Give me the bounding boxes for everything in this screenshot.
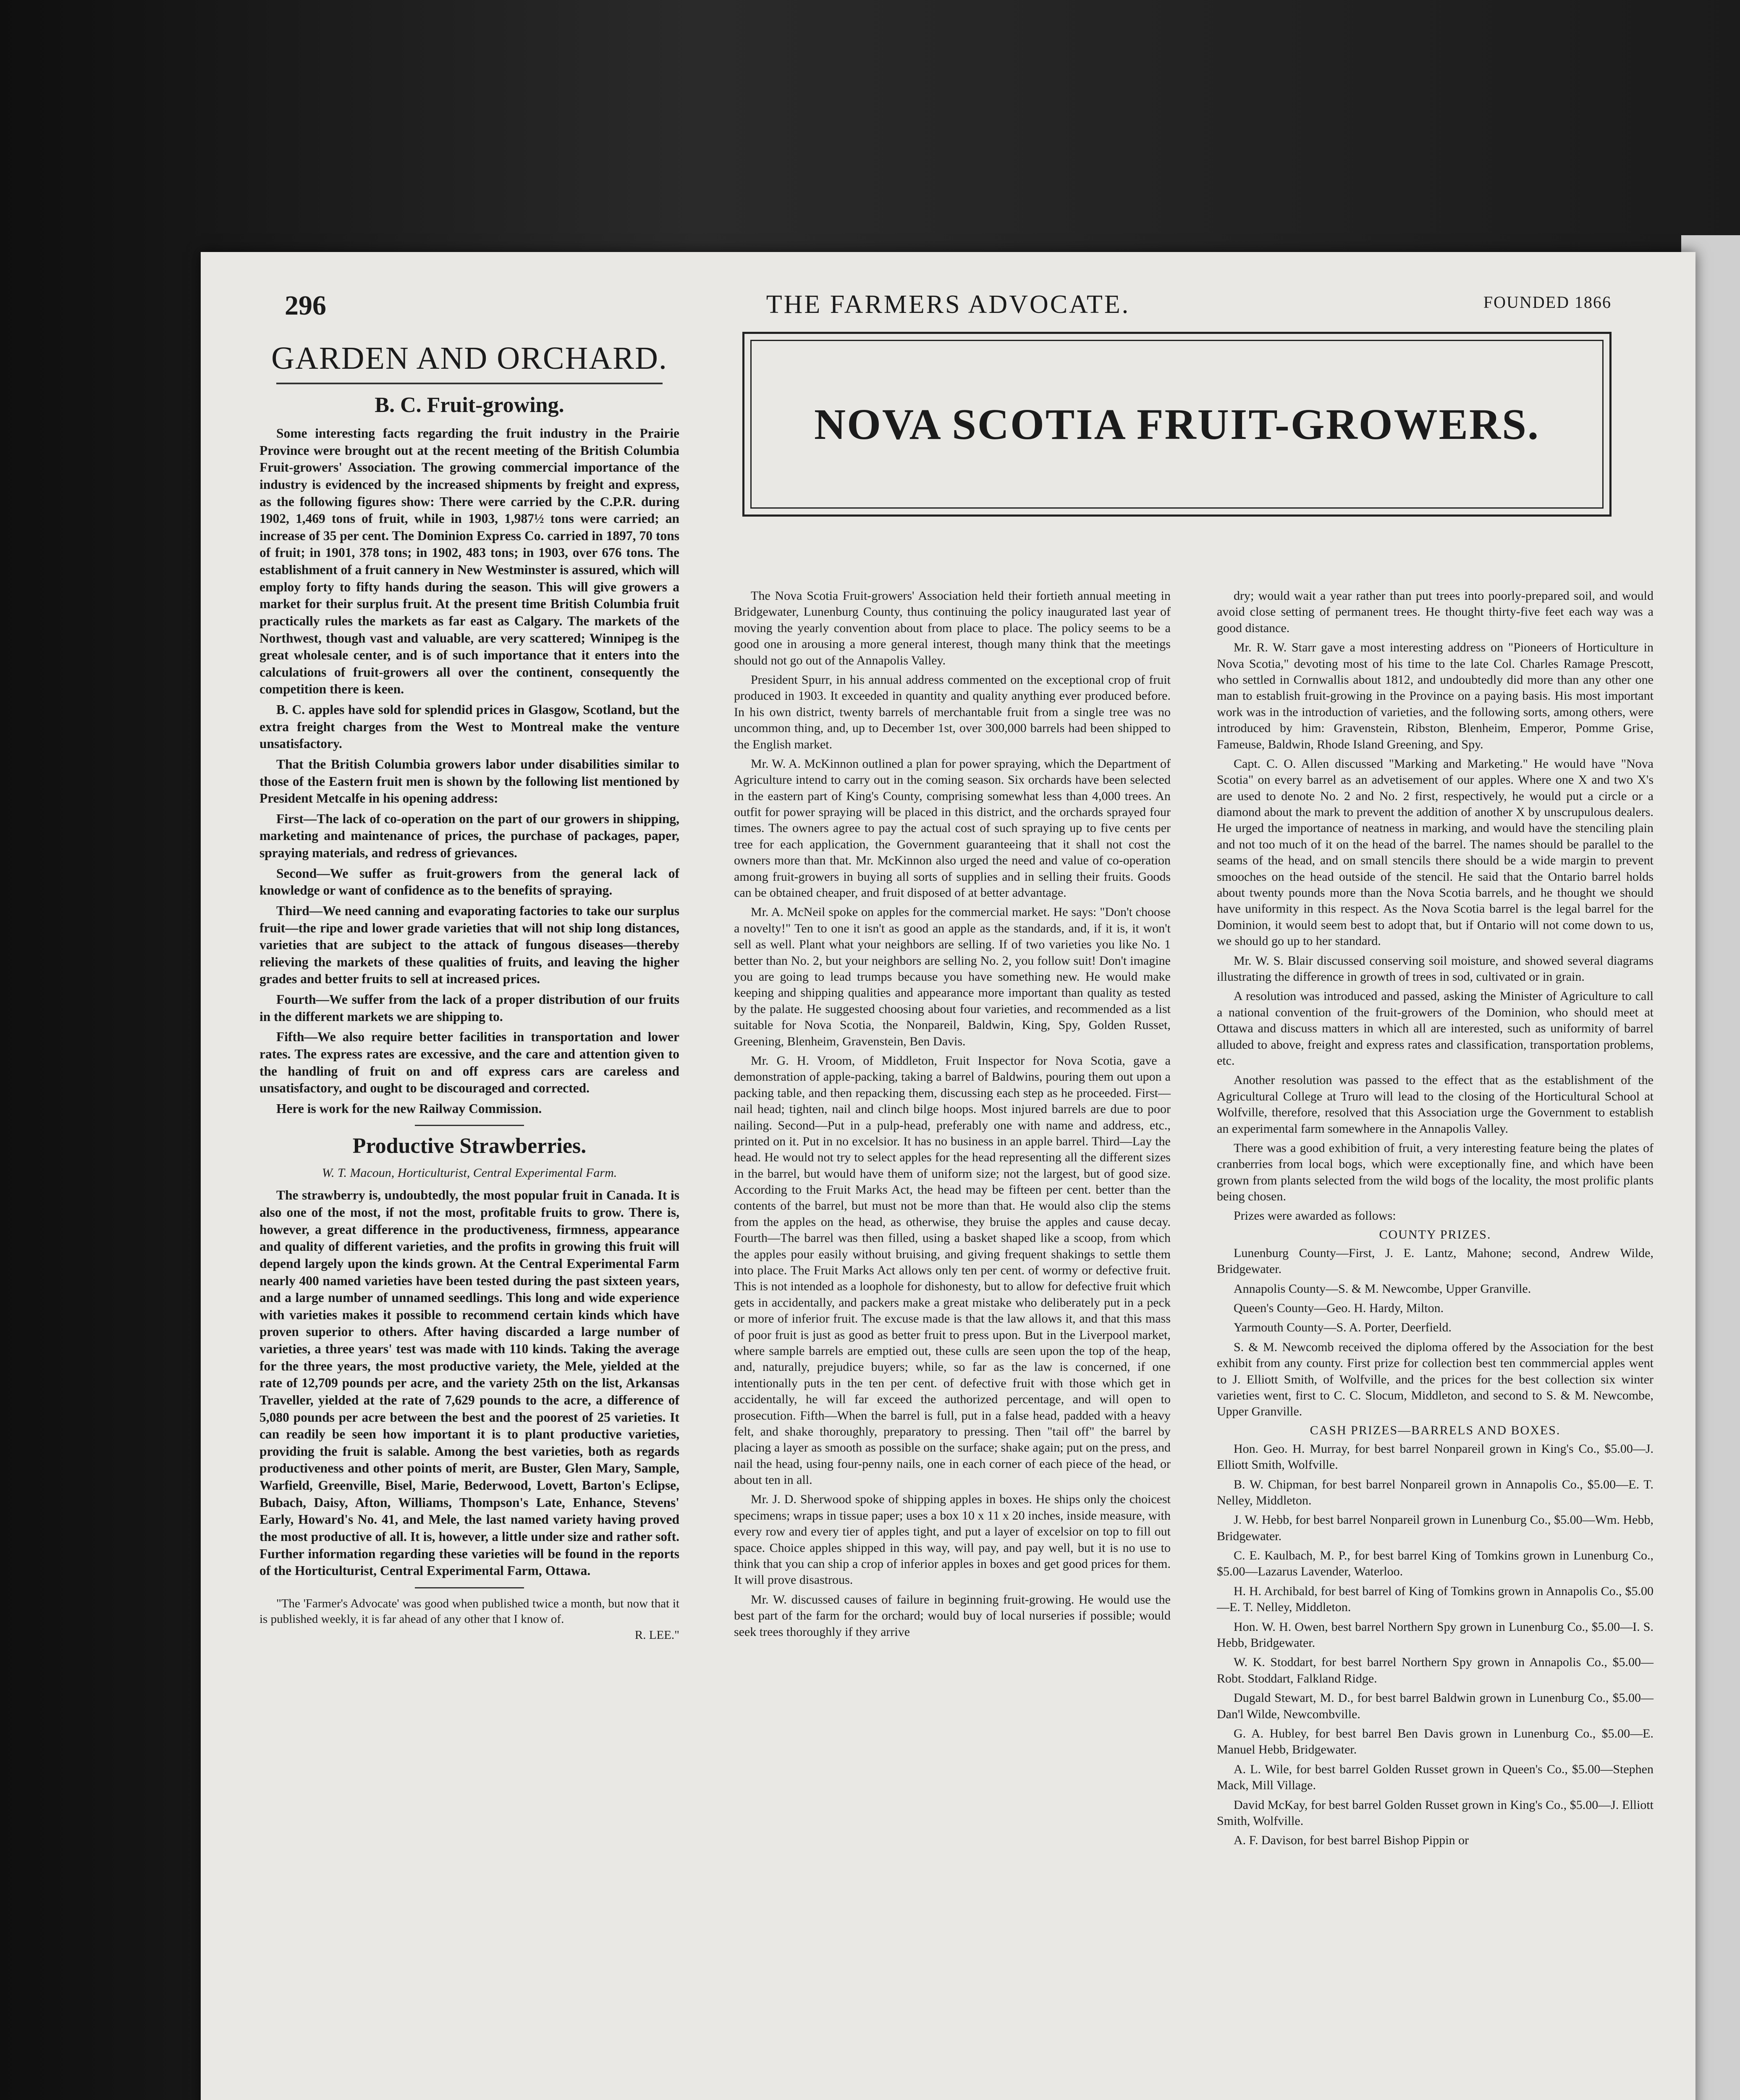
paragraph: Fourth—We suffer from the lack of a proper distribution of our fruits in the different markets we are shipping to. bbox=[259, 992, 679, 1024]
quote-text: "The 'Farmer's Advocate' was good when published twice a month, but now that it is published weekly, it is far ahead of any other that I know of. bbox=[259, 1596, 679, 1626]
prize-entry: Yarmouth County—S. A. Porter, Deerfield. bbox=[1234, 1320, 1452, 1335]
left-column bbox=[259, 336, 679, 2100]
quote-signature: R. LEE." bbox=[634, 1628, 679, 1642]
paragraph: There was a good exhibition of fruit, a very interesting feature being the plates of cranberries from local bogs, which were exceptionally fine, and which have been grown from plants selected from the wild bogs of the locality, the most prolific plants being chosen. bbox=[1217, 1141, 1654, 1204]
paragraph: B. C. apples have sold for splendid prices in Glasgow, Scotland, but the extra freight charges from the West to Montreal make the venture unsatisfactory. bbox=[259, 702, 679, 751]
paragraph: Mr. W. discussed causes of failure in beginning fruit-growing. He would use the best part of the farm for the orchard; would buy of local nurseries if possible; would seek trees thoroughly if they arrive bbox=[734, 1592, 1171, 1639]
newspaper-page bbox=[201, 252, 1695, 2100]
paragraph: Here is work for the new Railway Commission. bbox=[276, 1101, 542, 1116]
article-title-bc: B. C. Fruit-growing. bbox=[375, 393, 564, 417]
article-body-strawberries bbox=[259, 1187, 679, 1579]
prize-entry: B. W. Chipman, for best barrel Nonpareil grown in Annapolis Co., $5.00—E. T. Nelley, Middleton. bbox=[1217, 1477, 1654, 1507]
paragraph: Capt. C. O. Allen discussed "Marking and Marketing." He would have "Nova Scotia" on every barrel as an advetisement of our apples. Where one X and two X's are used to denote No. 2 and No. 2 first, respectively, he would put a circle or a diamond about the mark to prevent the addition of another X by unscrupulous dealers. He urged the importance of neatness in marking, and would have the stenciling plain and not too much of it on the head of the barrel. The names should be parallel to the seams of the head, and on small stencils there should be a wide margin to prevent smooches on the head outside of the stencil. He said that the Ontario barrel holds about twenty pounds more than the Nova Scotia barrels, and he thought we should have uniformity in this respect. As the Nova Scotia barrel is the legal barrel for the Dominion, it would seem best to adopt that, but if Ontario will not come down to us, we should go up to her standard. bbox=[1217, 756, 1654, 948]
prize-entry: A. F. Davison, for best barrel Bishop Pippin or bbox=[1234, 1833, 1469, 1848]
article-title-strawberries: Productive Strawberries. bbox=[352, 1134, 587, 1158]
paragraph: The strawberry is, undoubtedly, the most popular fruit in Canada. It is also one of the most, if not the most, profitable fruits to grow. There is, however, a great difference in the productiveness, firmness, appearance and quality of different varieties, and the profits in growing this fruit will depend largely upon the kinds grown. At the Central Experimental Farm nearly 400 named varieties have been tested during the past sixteen years, and a large number of unnamed seedlings. This long and wide experience with varieties makes it possible to recommend certain kinds which have proven superior to others. After having discarded a large number of varieties, a three years' test was made with 110 kinds. Taking the average for the three years, the most productive variety, the Mele, yielded at the rate of 12,709 pounds per acre, and the variety 25th on the list, Arkansas Traveller, yielded at the rate of 7,629 pounds to the acre, a difference of 5,080 pounds per acre between the best and the poorest of 25 varieties. It can readily be seen how important it is to plant productive varieties, providing the fruit is salable. Among the best varieties, both as regards productiveness and other points of merit, are Buster, Glen Mary, Sample, Warfield, Greenville, Bisel, Marie, Bederwood, Lovett, Barton's Eclipse, Bubach, Daisy, Afton, Williams, Thompson's Late, Enhance, Stevens' Early, Howard's No. 41, and Mele, the last named variety having proved the most productive of all. It is, however, a little under size and rather soft. Further information regarding these varieties will be found in the reports of the Horticulturist, Central Experimental Farm, Ottawa. bbox=[259, 1188, 679, 1578]
paragraph: Mr. W. A. McKinnon outlined a plan for power spraying, which the Department of Agriculture intend to carry out in the coming season. Six orchards have been selected in the eastern part of King's County, comprising somewhat less than 4,000 trees. An outfit for power spraying will be placed in this district, and the orchards sprayed four times. The owners agree to pay the actual cost of such spraying up to five cents per tree for each application, the Government guaranteeing that it shall not cost the owners more than that. Mr. McKinnon also urged the need and value of co-operation among fruit-growers in buying all sorts of supplies and in selling their fruits. Goods can be obtained cheaper, and fruit disposed of at better advantage. bbox=[734, 756, 1171, 900]
prize-entry: Queen's County—Geo. H. Hardy, Milton. bbox=[1234, 1301, 1444, 1315]
byline: W. T. Macoun, Horticulturist, Central Experimental Farm. bbox=[322, 1166, 617, 1180]
prize-entry: A. L. Wile, for best barrel Golden Russet grown in Queen's Co., $5.00—Stephen Mack, Mill Village. bbox=[1217, 1762, 1654, 1793]
paragraph: Third—We need canning and evaporating factories to take our surplus fruit—the ripe and lower grade varieties that will not ship long distances, varieties that are subject to the attack of fungous diseases—thereby relieving the markets of these qualities of fruits, and leaving the higher grades and better fruits to sell at increased prices. bbox=[259, 903, 679, 987]
prize-entry: Dugald Stewart, M. D., for best barrel Baldwin grown in Lunenburg Co., $5.00—Dan'l Wilde, Newcombville. bbox=[1217, 1691, 1654, 1721]
prize-entry: Annapolis County—S. & M. Newcombe, Upper Granville. bbox=[1234, 1281, 1531, 1296]
reader-quote bbox=[259, 1596, 679, 1642]
paragraph: Another resolution was passed to the effect that as the establishment of the Agricultural College at Truro will lead to the closing of the Horticultural School at Wolfville, therefore, resolved that this Association urge the Government to establish an experimental farm somewhere in the Annapolis Valley. bbox=[1217, 1073, 1654, 1136]
paragraph: dry; would wait a year rather than put trees into poorly-prepared soil, and would avoid close setting of permanent trees. He thought thirty-five feet each way was a good distance. bbox=[1217, 589, 1654, 635]
founded-note: FOUNDED 1866 bbox=[1483, 293, 1612, 312]
paragraph: The Nova Scotia Fruit-growers' Association held their fortieth annual meeting in Bridgewater, Lunenburg County, thus continuing the policy inaugurated last year of moving the yearly convention about from place to place. The policy seems to be a good one in arousing a more general interest, though many think that the meetings should not go out of the Annapolis Valley. bbox=[734, 589, 1171, 667]
paragraph: That the British Columbia growers labor under disabilities similar to those of the Eastern fruit men is shown by the following list mentioned by President Metcalfe in his opening address: bbox=[259, 756, 679, 806]
prize-entry: G. A. Hubley, for best barrel Ben Davis grown in Lunenburg Co., $5.00—E. Manuel Hebb, Bridgewater. bbox=[1217, 1727, 1654, 1757]
paragraph: Some interesting facts regarding the fruit industry in the Prairie Province were brought out at the recent meeting of the British Columbia Fruit-growers' Association. The growing commercial importance of the industry is evidenced by the increased shipments by freight and express, as the following figures show: There were carried by the C.P.R. during 1902, 1,469 tons of fruit, while in 1903, 1,987½ tons were carried; an increase of 35 per cent. The Dominion Express Co. carried in 1897, 70 tons of fruit; in 1901, 378 tons; in 1902, 483 tons; in 1903, over 676 tons. The establishment of a fruit cannery in New Westminster is assured, which will employ forty to fifty hands during the season. This will give growers a market for their surplus fruit. At the present time British Columbia fruit practically rules the markets as far east as Calgary. The markets of the Northwest, though vast and valuable, are very scattered; Winnipeg is the great wholesale center, and is of such importance that it enters into the calculations of fruit-growers all over the continent, consequently the competition there is keen. bbox=[259, 426, 679, 697]
page-number: 296 bbox=[285, 290, 326, 321]
headline-box bbox=[742, 332, 1612, 517]
paragraph: Mr. J. D. Sherwood spoke of shipping apples in boxes. He ships only the choicest specimens; wraps in tissue paper; uses a box 10 x 11 x 20 inches, inside measure, with every row and every tier of apples tight, and put a layer of excelsior on top to fill out space. Choice apples shipped in this way, will pay, and pay well, but it is no use to think that you can ship a crop of inferior apples in boxes and get good prices for them. It will prove disastrous. bbox=[734, 1492, 1171, 1587]
paragraph: Mr. A. McNeil spoke on apples for the commercial market. He says: "Don't choose a novelty!" Ten to one it isn't as good an apple as the standards, and, if it is, it won't sell as well. Plant what your neighbors are selling. If of two varieties you like No. 1 better than No. 2, but your neighbors are selling No. 2, you follow suit! Don't imagine you are going to lead trumps because you have something new. He would make keeping and shipping qualities and appearance more important than quality as tested by the palate. He suggested choosing about four varieties, and recommended as a list suitable for Nova Scotia, the Nonpareil, Baldwin, King, Spy, Golden Russet, Greening, Blenheim, Gravenstein, Ben Davis. bbox=[734, 905, 1171, 1048]
paragraph: President Spurr, in his annual address commented on the exceptional crop of fruit produced in 1903. It exceeded in quantity and quality anything ever produced before. In his own district, twenty barrels of merchantable fruit from a single tree was no uncommon thing, and, up to December 1st, over 300,000 barrels had been shipped to the English market. bbox=[734, 672, 1171, 751]
prize-entry: Lunenburg County—First, J. E. Lantz, Mahone; second, Andrew Wilde, Bridgewater. bbox=[1217, 1246, 1654, 1276]
middle-column bbox=[734, 588, 1171, 2100]
journal-title: THE FARMERS ADVOCATE. bbox=[766, 290, 1130, 319]
paragraph: Mr. R. W. Starr gave a most interesting address on "Pioneers of Horticulture in Nova Scotia," devoting most of his time to the late Col. Charles Ramage Prescott, who settled in Cornwallis about 1812, and undoubtedly did more than any other one man to establish fruit-growing in the Province on a paying basis. His most important work was in the introduction of varieties, and the following sorts, among others, were introduced by him: Gravenstein, Ribston, Blenheim, Emperor, Pomme Grise, Fameuse, Baldwin, Rhode Island Greening, and Spy. bbox=[1217, 640, 1654, 751]
section-rule bbox=[276, 383, 663, 384]
divider bbox=[415, 1587, 524, 1588]
cash-prizes-heading: CASH PRIZES—BARRELS AND BOXES. bbox=[1310, 1423, 1561, 1437]
headline-title: NOVA SCOTIA FRUIT-GROWERS. bbox=[814, 400, 1540, 449]
prize-entry: W. K. Stoddart, for best barrel Northern Spy grown in Annapolis Co., $5.00—Robt. Stoddart, Falkland Ridge. bbox=[1217, 1655, 1654, 1685]
prize-entry: H. H. Archibald, for best barrel of King of Tomkins grown in Annapolis Co., $5.00—E. T. Nelley, Middleton. bbox=[1217, 1584, 1654, 1614]
section-heading: GARDEN AND ORCHARD. bbox=[271, 341, 668, 376]
prize-entry: J. W. Hebb, for best barrel Nonpareil grown in Lunenburg Co., $5.00—Wm. Hebb, Bridgewater. bbox=[1217, 1513, 1654, 1543]
paragraph: Mr. W. S. Blair discussed conserving soil moisture, and showed several diagrams illustrating the difference in growth of trees in sod, cultivated or in grain. bbox=[1217, 953, 1654, 984]
county-prizes-heading: COUNTY PRIZES. bbox=[1379, 1227, 1491, 1242]
divider bbox=[415, 1125, 524, 1126]
paragraph: First—The lack of co-operation on the part of our growers in shipping, marketing and maintenance of prices, the purchase of packages, paper, spraying materials, and redress of grievances. bbox=[259, 811, 679, 860]
paragraph: Second—We suffer as fruit-growers from the general lack of knowledge or want of confidence as to the benefits of spraying. bbox=[259, 866, 679, 898]
prize-entry: David McKay, for best barrel Golden Russet grown in King's Co., $5.00—J. Elliott Smith, Wolfville. bbox=[1217, 1798, 1654, 1828]
article-body-bc bbox=[259, 425, 679, 1117]
paragraph: A resolution was introduced and passed, asking the Minister of Agriculture to call a national convention of the fruit-growers of the Dominion, who should meet at Ottawa and discuss matters in which all are interested, such as uniformity of barrel alluded to above, freight and express rates and classification, transportation problems, etc. bbox=[1217, 989, 1654, 1068]
prize-entry: Hon. Geo. H. Murray, for best barrel Nonpareil grown in King's Co., $5.00—J. Elliott Smith, Wolfville. bbox=[1217, 1441, 1654, 1472]
prize-entry: S. & M. Newcomb received the diploma offered by the Association for the best exhibit from any county. First prize for collection best ten commmercial apples went to J. Elliott Smith, of Wolfville, and the prices for the best collection six winter varieties went, first to C. C. Slocum, Middleton, and second to S. & M. Newcombe, Upper Granville. bbox=[1217, 1340, 1654, 1419]
prize-entry: Hon. W. H. Owen, best barrel Northern Spy grown in Lunenburg Co., $5.00—I. S. Hebb, Bridgewater. bbox=[1217, 1620, 1654, 1650]
prize-entry: C. E. Kaulbach, M. P., for best barrel King of Tomkins grown in Lunenburg Co., $5.00—Lazarus Lavender, Waterloo. bbox=[1217, 1549, 1654, 1579]
right-column bbox=[1217, 588, 1654, 2100]
paragraph: Fifth—We also require better facilities in transportation and lower rates. The express rates are excessive, and the care and attention given to the handling of fruit on and off express cars are careless and unsatisfactory, and ought to be discouraged and corrected. bbox=[259, 1029, 679, 1096]
paragraph: Mr. G. H. Vroom, of Middleton, Fruit Inspector for Nova Scotia, gave a demonstration of apple-packing, taking a barrel of Baldwins, pouring them out upon a packing table, and then repacking them, discussing each step as he proceeded. First—nail head; tighten, nail and clinch bilge hoops. Most injured barrels are due to poor nailing. Second—Put in a pulp-head, preferably one with name and address, etc., printed on it. Put in no excelsior. It has no business in an apple barrel. Third—Lay the head. He would not try to select apples for the head representing all the different sizes in the barrel, but would have them of uniform size; not the largest, but of good size. According to the Fruit Marks Act, the head may be fifteen per cent. better than the contents of the barrel, but must not be more than that. He would also clip the stems from the apples on the head, as otherwise, they bruise the apples and cause decay. Fourth—The barrel was then filled, using a basket shaped like a scoop, from which the apples pour easily without bruising, and giving frequent shakings to settle them into place. The Fruit Marks Act allows only ten per cent. of wormy or defective fruit. This is not intended as a loophole for dishonesty, but to allow for defective fruit which gets in accidentally, and packers make a great mistake who deliberately put in a peck or more of inferior fruit. The excuse made is that the law allows it, and that this mass of poor fruit is just as good as better fruit to press upon. But in the Liverpool market, where sample barrels are emptied out, these culls are seen upon the top of the heap, and, naturally, prejudice buyers; while, so far as the law is concerned, if one intentionally puts in the ten per cent. of defective fruit with those which get in accidentally, he will far exceed the authorized percentage, and will open to prosecution. Fifth—When the barrel is full, put in a false head, padded with a heavy felt, and shake thoroughly, preparatory to pressing. Then "tail off" the barrel by placing a layer as smooth as possible on the surface; shake again; put on the press, and nail the head, using four-penny nails, one in each corner of each piece of the head, or about ten in all. bbox=[734, 1053, 1171, 1487]
paragraph: Prizes were awarded as follows: bbox=[1234, 1209, 1396, 1223]
running-header bbox=[285, 290, 1612, 323]
